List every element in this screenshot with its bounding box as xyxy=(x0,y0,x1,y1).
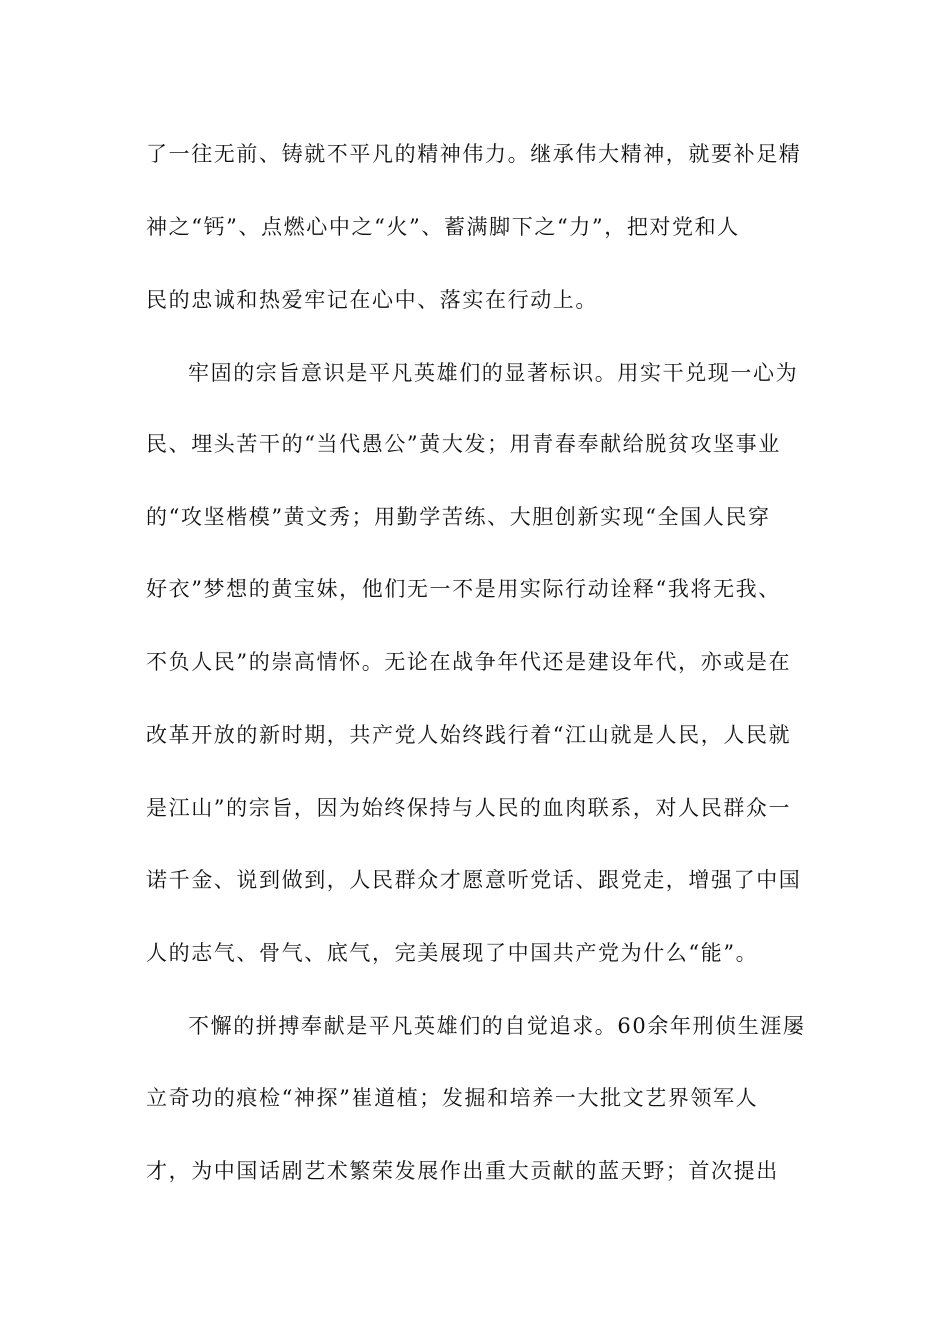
text-line: 好衣”梦想的黄宝妹，他们无一不是用实际行动诠释“我将无我、 xyxy=(146,577,781,601)
text-line: 神之“钙”、点燃心中之“火”、蓄满脚下之“力”，把对党和人 xyxy=(146,215,740,239)
text-line: 人的志气、骨气、底气，完美展现了中国共产党为什么“能”。 xyxy=(146,941,759,965)
text-line: 诺千金、说到做到，人民群众才愿意听党话、跟党走，增强了中国 xyxy=(146,868,802,892)
text-line: 改革开放的新时期，共产党人始终践行着“江山就是人民，人民就 xyxy=(146,723,792,747)
text-line: 立奇功的痕检“神探”崔道植；发掘和培养一大批文艺界领军人 xyxy=(146,1086,759,1110)
text-line: 才，为中国话剧艺术繁荣发展作出重大贡献的蓝天野；首次提出 xyxy=(146,1159,779,1183)
text-line: 民、埋头苦干的“当代愚公”黄大发；用青春奉献给脱贫攻坚事业 xyxy=(146,432,781,456)
text-line: 不懈的拼搏奉献是平凡英雄们的自觉追求。60余年刑侦生涯屡 xyxy=(188,1014,806,1038)
text-line: 了一往无前、铸就不平凡的精神伟力。继承伟大精神，就要补足精 xyxy=(146,142,802,166)
text-line: 牢固的宗旨意识是平凡英雄们的显著标识。用实干兑现一心为 xyxy=(188,361,799,385)
text-line: 不负人民”的崇高情怀。无论在战争年代还是建设年代，亦或是在 xyxy=(146,650,792,674)
text-line: 的“攻坚楷模”黄文秀；用勤学苦练、大胆创新实现“全国人民穿 xyxy=(146,505,771,529)
text-line: 民的忠诚和热爱牢记在心中、落实在行动上。 xyxy=(146,288,598,312)
text-line: 是江山”的宗旨，因为始终保持与人民的血肉联系，对人民群众一 xyxy=(146,796,792,820)
